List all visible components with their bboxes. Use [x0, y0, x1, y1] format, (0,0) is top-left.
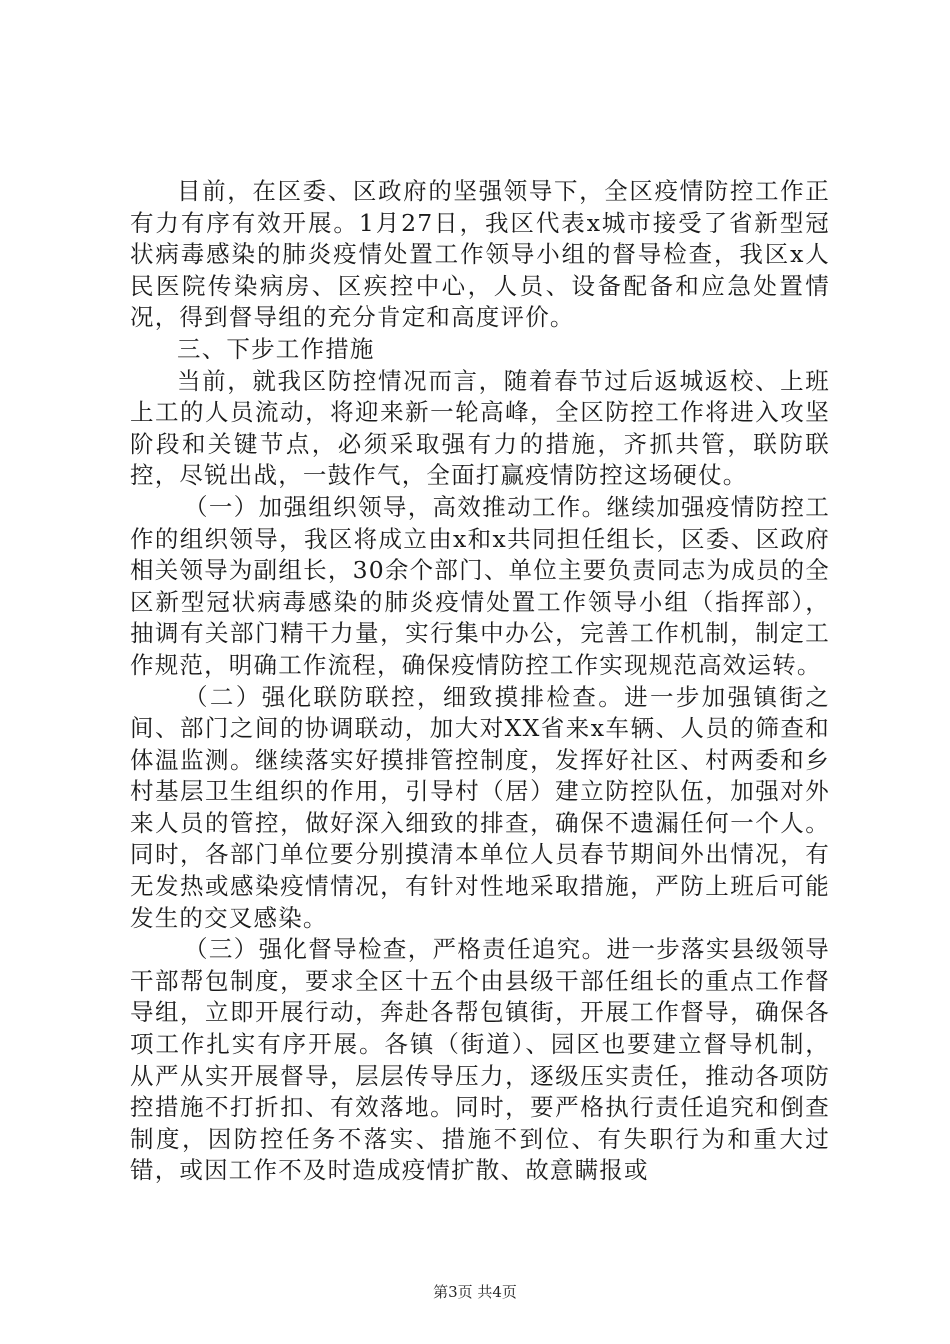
document-body: [130, 176, 830, 1187]
page-number-footer: 第3页 共4页: [433, 1283, 517, 1301]
paragraph-status: 目前，在区委、区政府的坚强领导下，全区疫情防控工作正有力有序有效开展。1月27日，我区代表x城市接受了省新型冠状病毒感染的肺炎疫情处置工作领导小组的督导检查，我区x人民医院传染病房、区疾控中心，人员、设备配备和应急处置情况，得到督导组的充分肯定和高度评价。: [130, 177, 830, 332]
paragraph-measure-2: （二）强化联防联控，细致摸排检查。进一步加强镇街之间、部门之间的协调联动，加大对XX省来x车辆、人员的筛查和体温监测。继续落实好摸排管控制度，发挥好社区、村两委和乡村基层卫生组织的作用，引导村（居）建立防控队伍，加强对外来人员的管控，做好深入细致的排查，确保不遗漏任何一个人。同时，各部门单位要分别摸清本单位人员春节期间外出情况，有无发热或感染疫情情况，有针对性地采取措施，严防上班后可能发生的交叉感染。: [130, 682, 830, 932]
paragraph-measure-1: （一）加强组织领导，高效推动工作。继续加强疫情防控工作的组织领导，我区将成立由x和x共同担任组长，区委、区政府相关领导为副组长，30余个部门、单位主要负责同志为成员的全区新型冠状病毒感染的肺炎疫情处置工作领导小组（指挥部），抽调有关部门精干力量，实行集中办公，完善工作机制，制定工作规范，明确工作流程，确保疫情防控工作实现规范高效运转。: [130, 492, 830, 679]
section-heading-next-steps: 三、下步工作措施: [177, 334, 375, 363]
paragraph-intro: 当前，就我区防控情况而言，随着春节过后返城返校、上班上工的人员流动，将迎来新一轮高峰，全区防控工作将进入攻坚阶段和关键节点，必须采取强有力的措施，齐抓共管，联防联控，尽锐出战，一鼓作气，全面打赢疫情防控这场硬仗。: [130, 366, 830, 490]
paragraph-measure-3: （三）强化督导检查，严格责任追究。进一步落实县级领导干部帮包制度，要求全区十五个由县级干部任组长的重点工作督导组，立即开展行动，奔赴各帮包镇街，开展工作督导，确保各项工作扎实有序开展。各镇（街道）、园区也要建立督导机制，从严从实开展督导，层层传导压力，逐级压实责任，推动各项防控措施不打折扣、有效落地。同时，要严格执行责任追究和倒查制度，因防控任务不落实、措施不到位、有失职行为和重大过错，或因工作不及时造成疫情扩散、故意瞒报或: [130, 935, 830, 1185]
